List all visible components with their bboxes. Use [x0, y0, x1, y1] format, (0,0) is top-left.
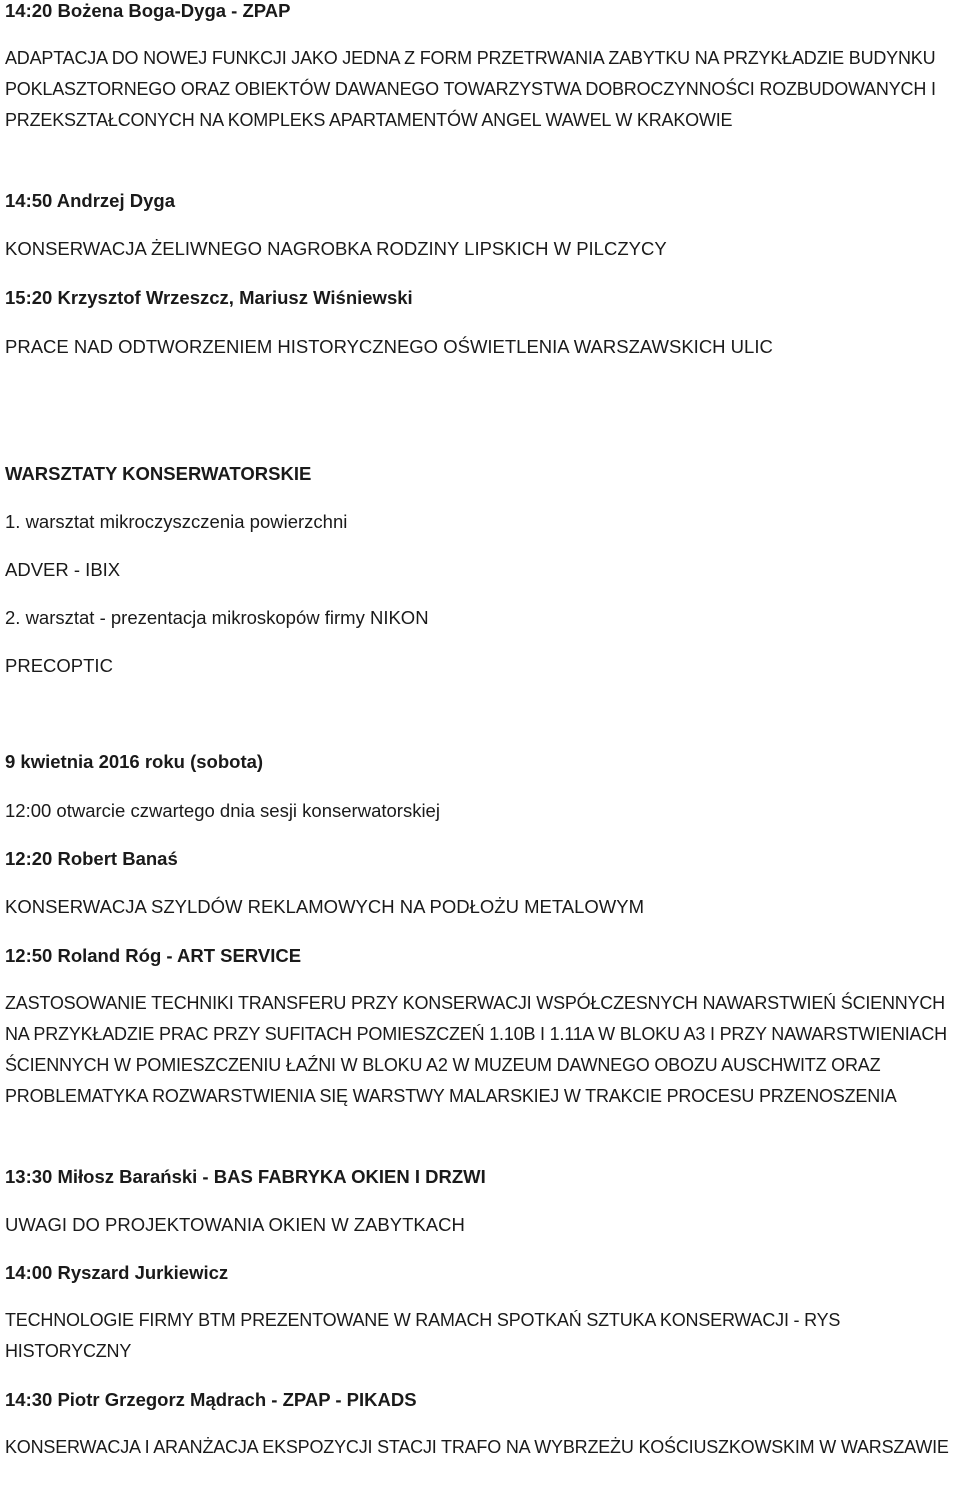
day4-opening: 12:00 otwarcie czwartego dnia sesji konserwatorskiej [5, 800, 440, 821]
day4-date-heading: 9 kwietnia 2016 roku (sobota) [5, 751, 264, 772]
talk-title-1220: KONSERWACJA SZYLDÓW REKLAMOWYCH NA PODŁOŻU METALOWYM [5, 896, 645, 917]
talk-heading-1520: 15:20 Krzysztof Wrzeszcz, Mariusz Wiśniewski [5, 287, 413, 308]
talk-title-1430: KONSERWACJA I ARANŻACJA EKSPOZYCJI STACJI TRAFO NA WYBRZEŻU KOŚCIUSZKOWSKIM W WARSZAWIE [5, 1437, 949, 1457]
talk-title-1330: UWAGI DO PROJEKTOWANIA OKIEN W ZABYTKACH [5, 1214, 465, 1235]
talk-heading-1430: 14:30 Piotr Grzegorz Mądrach - ZPAP - PIKADS [5, 1389, 417, 1410]
talk-heading-1250: 12:50 Roland Róg - ART SERVICE [5, 945, 302, 966]
talk-title-1400: TECHNOLOGIE FIRMY BTM PREZENTOWANE W RAMACH SPOTKAŃ SZTUKA KONSERWACJI - RYS HISTORYCZNY [5, 1310, 841, 1361]
talk-heading-1420: 14:20 Bożena Boga-Dyga - ZPAP [5, 0, 291, 21]
talk-heading-1220: 12:20 Robert Banaś [5, 848, 178, 869]
talk-heading-1400: 14:00 Ryszard Jurkiewicz [5, 1262, 229, 1283]
talk-heading-1330: 13:30 Miłosz Barański - BAS FABRYKA OKIEN I DRZWI [5, 1166, 486, 1187]
talk-title-1450: KONSERWACJA ŻELIWNEGO NAGROBKA RODZINY LIPSKICH W PILCZYCY [5, 238, 667, 259]
workshops-heading: WARSZTATY KONSERWATORSKIE [5, 463, 312, 484]
workshop-2-title: 2. warsztat - prezentacja mikroskopów firmy NIKON [5, 607, 429, 628]
workshop-1-company: ADVER - IBIX [5, 559, 121, 580]
talk-title-1250: ZASTOSOWANIE TECHNIKI TRANSFERU PRZY KONSERWACJI WSPÓŁCZESNYCH NAWARSTWIEŃ ŚCIENNYCH NA PRZYKŁADZIE PRAC PRZY SUFITACH POMIESZCZEŃ 1.10B I 1.11A W BLOKU A3 I PRZY NAWARSTWIENIACH ŚCIENNYCH W POMIESZCZENIU ŁAŹNI W BLOKU A2 W MUZEUM DAWNEGO OBOZU AUSCHWITZ ORAZ PROBLEMATYKA ROZWARSTWIENIA SIĘ WARSTWY MALARSKIEJ W TRAKCIE PROCESU PRZENOSZENIA [5, 993, 947, 1106]
talk-title-1520: PRACE NAD ODTWORZENIEM HISTORYCZNEGO OŚWIETLENIA WARSZAWSKICH ULIC [5, 336, 773, 357]
workshop-1-title: 1. warsztat mikroczyszczenia powierzchni [5, 511, 348, 532]
talk-title-1420: ADAPTACJA DO NOWEJ FUNKCJI JAKO JEDNA Z FORM PRZETRWANIA ZABYTKU NA PRZYKŁADZIE BUDYNKU POKLASZTORNEGO ORAZ OBIEKTÓW DAWANEGO TOWARZYSTWA DOBROCZYNNOŚCI ROZBUDOWANYCH I PRZEKSZTAŁCONYCH NA KOMPLEKS APARTAMENTÓW ANGEL WAWEL W KRAKOWIE [5, 48, 936, 130]
talk-heading-1450: 14:50 Andrzej Dyga [5, 190, 175, 211]
workshop-2-company: PRECOPTIC [5, 655, 113, 676]
